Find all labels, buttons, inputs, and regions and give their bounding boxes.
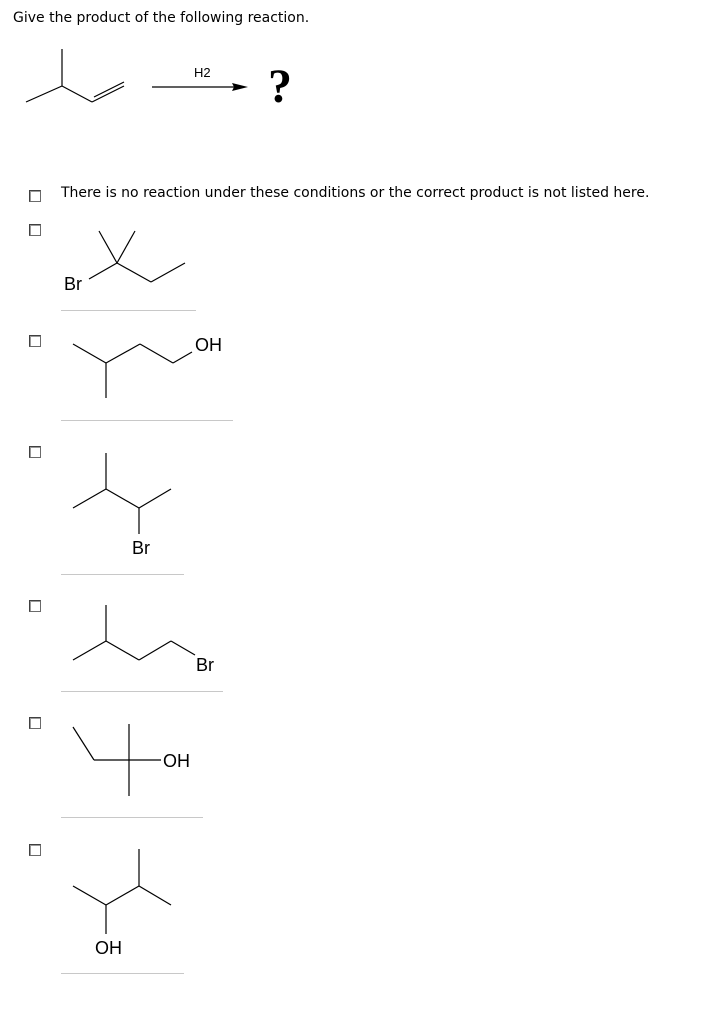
- option-1-text: There is no reaction under these conditions or the correct product is not listed here.: [61, 185, 650, 201]
- option-6-label: OH: [163, 751, 190, 771]
- reactant-alkene-structure: [26, 49, 124, 102]
- option-2-label: Br: [64, 274, 82, 294]
- reaction-scheme: [0, 40, 320, 120]
- option-5-structure[interactable]: [0, 598, 240, 682]
- option-4-label: Br: [132, 538, 150, 558]
- option-5-separator: [61, 691, 223, 692]
- option-5-label: Br: [196, 655, 214, 675]
- option-7-separator: [61, 973, 184, 974]
- option-6-separator: [61, 817, 203, 818]
- option-4-separator: [61, 574, 184, 575]
- reaction-arrow: [152, 83, 248, 91]
- option-3-separator: [61, 420, 233, 421]
- option-7-label: OH: [95, 938, 122, 958]
- reagent-label: H2: [194, 65, 211, 80]
- option-2-separator: [61, 310, 196, 311]
- option-3-structure[interactable]: [0, 325, 260, 405]
- product-question-mark: ?: [268, 60, 292, 113]
- option-1-checkbox[interactable]: [29, 190, 41, 202]
- question-text: Give the product of the following reaction.: [13, 10, 310, 26]
- option-6-structure[interactable]: [0, 718, 240, 802]
- option-2-structure[interactable]: [0, 220, 240, 310]
- option-3-label: OH: [195, 335, 222, 355]
- option-4-structure[interactable]: [0, 445, 240, 565]
- option-7-structure[interactable]: [0, 845, 240, 960]
